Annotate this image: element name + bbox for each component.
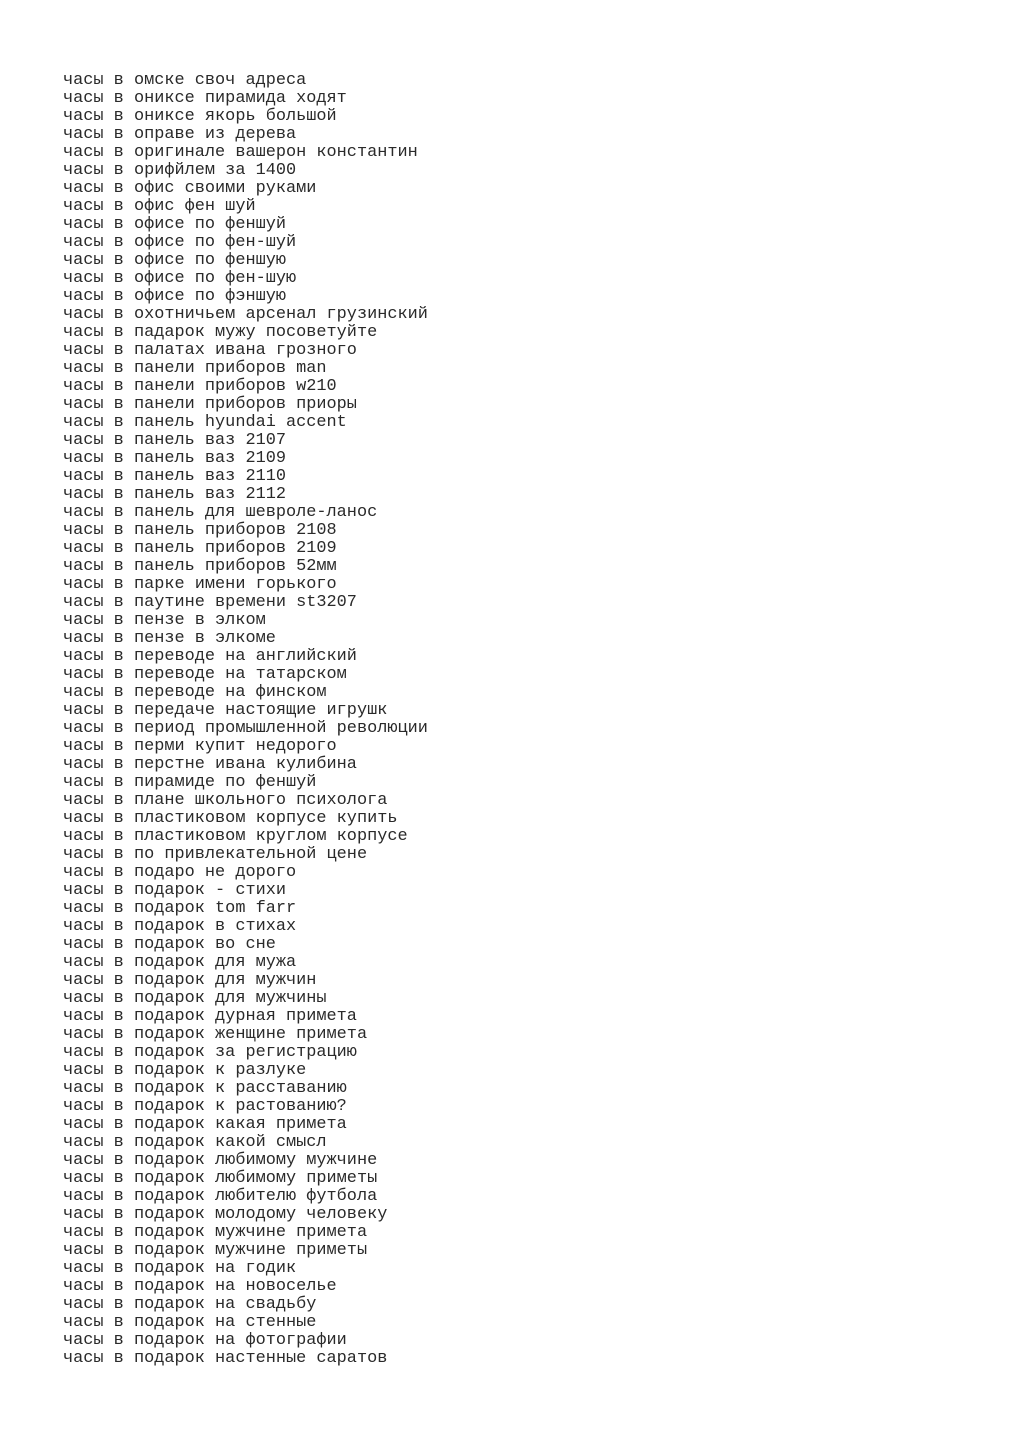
- text-line: часы в подарок за регистрацию: [63, 1043, 357, 1062]
- text-line: часы в панель приборов 2108: [63, 521, 337, 540]
- text-line: часы в паутине времени st3207: [63, 593, 357, 612]
- text-line: часы в палатах ивана грозного: [63, 341, 357, 360]
- text-line: часы в подарок к растованию?: [63, 1097, 347, 1116]
- text-line: часы в подарок какой смысл: [63, 1133, 327, 1152]
- text-line: часы в подаро не дорого: [63, 863, 297, 882]
- text-line: часы в панели приборов man: [63, 359, 327, 378]
- text-line: часы в подарок для мужчины: [63, 989, 327, 1008]
- text-line: часы в панель приборов 52мм: [63, 557, 337, 576]
- text-line: часы в панели приборов w210: [63, 377, 337, 396]
- text-line: часы в подарок на стенные: [63, 1313, 317, 1332]
- text-line: часы в ониксе пирамида ходят: [63, 89, 347, 108]
- text-line: часы в панель hyundai accent: [63, 413, 347, 432]
- text-line: часы в офис своими руками: [63, 179, 317, 198]
- text-line: часы в подарок настенные саратов: [63, 1349, 388, 1368]
- text-line: часы в пирамиде по феншуй: [63, 773, 317, 792]
- text-line: часы в пластиковом круглом корпусе: [63, 827, 408, 846]
- text-line: часы в оправе из дерева: [63, 125, 297, 144]
- text-line: часы в орифйлем за 1400: [63, 161, 297, 180]
- text-line: часы в пластиковом корпусе купить: [63, 809, 398, 828]
- text-line: часы в офис фен шуй: [63, 197, 256, 216]
- text-line: часы в ониксе якорь большой: [63, 107, 337, 126]
- text-line: часы в подарок любимому приметы: [63, 1169, 378, 1188]
- text-line: часы в подарок во сне: [63, 935, 276, 954]
- text-line: часы в парке имени горького: [63, 575, 337, 594]
- text-line: часы в подарок женщине примета: [63, 1025, 368, 1044]
- text-line: часы в подарок мужчине приметы: [63, 1241, 368, 1260]
- text-line: часы в подарок для мужчин: [63, 971, 317, 990]
- text-line: часы в передаче настоящие игрушк: [63, 701, 388, 720]
- text-line: часы в подарок мужчине примета: [63, 1223, 368, 1242]
- text-line: часы в офисе по фен-шую: [63, 269, 297, 288]
- text-line: часы в панель для шевроле-ланос: [63, 503, 378, 522]
- text-line: часы в подарок к расставанию: [63, 1079, 347, 1098]
- text-line: часы в офисе по фэншую: [63, 287, 286, 306]
- text-line: часы в подарок для мужа: [63, 953, 297, 972]
- text-line: часы в подарок на годик: [63, 1259, 297, 1278]
- text-line: часы в переводе на татарском: [63, 665, 347, 684]
- text-line: часы в оригинале вашерон константин: [63, 143, 418, 162]
- text-line: часы в подарок любимому мужчине: [63, 1151, 378, 1170]
- text-line: часы в охотничьем арсенал грузинский: [63, 305, 428, 324]
- text-line: часы в подарок к разлуке: [63, 1061, 307, 1080]
- text-line: часы в по привлекательной цене: [63, 845, 368, 864]
- text-line: часы в переводе на финском: [63, 683, 327, 702]
- text-line: часы в подарок любителю футбола: [63, 1187, 378, 1206]
- text-line: часы в перстне ивана кулибина: [63, 755, 357, 774]
- text-line: часы в подарок на свадьбу: [63, 1295, 317, 1314]
- text-line: часы в офисе по феншую: [63, 251, 286, 270]
- text-line: часы в подарок tom farr: [63, 899, 297, 918]
- text-line: часы в подарок на новоселье: [63, 1277, 337, 1296]
- text-line: часы в подарок на фотографии: [63, 1331, 347, 1350]
- text-line: часы в плане школьного психолога: [63, 791, 388, 810]
- text-line: часы в панель ваз 2107: [63, 431, 286, 450]
- text-line: часы в офисе по феншуй: [63, 215, 286, 234]
- keyword-list: [63, 72, 428, 1368]
- text-line: часы в офисе по фен-шуй: [63, 233, 297, 252]
- text-line: часы в пензе в элкоме: [63, 629, 276, 648]
- text-line: часы в панель приборов 2109: [63, 539, 337, 558]
- text-line: часы в подарок - стихи: [63, 881, 286, 900]
- text-line: часы в подарок в стихах: [63, 917, 297, 936]
- text-line: часы в перми купит недорого: [63, 737, 337, 756]
- text-line: часы в панель ваз 2112: [63, 485, 286, 504]
- text-line: часы в переводе на английский: [63, 647, 357, 666]
- text-line: часы в падарок мужу посоветуйте: [63, 323, 378, 342]
- text-line: часы в панель ваз 2109: [63, 449, 286, 468]
- text-line: часы в период промышленной революции: [63, 719, 428, 738]
- text-line: часы в панель ваз 2110: [63, 467, 286, 486]
- text-line: часы в пензе в элком: [63, 611, 266, 630]
- text-line: часы в подарок молодому человеку: [63, 1205, 388, 1224]
- text-line: часы в подарок дурная примета: [63, 1007, 357, 1026]
- text-line: часы в омске своч адреса: [63, 71, 307, 90]
- text-line: часы в подарок какая примета: [63, 1115, 347, 1134]
- text-line: часы в панели приборов приоры: [63, 395, 357, 414]
